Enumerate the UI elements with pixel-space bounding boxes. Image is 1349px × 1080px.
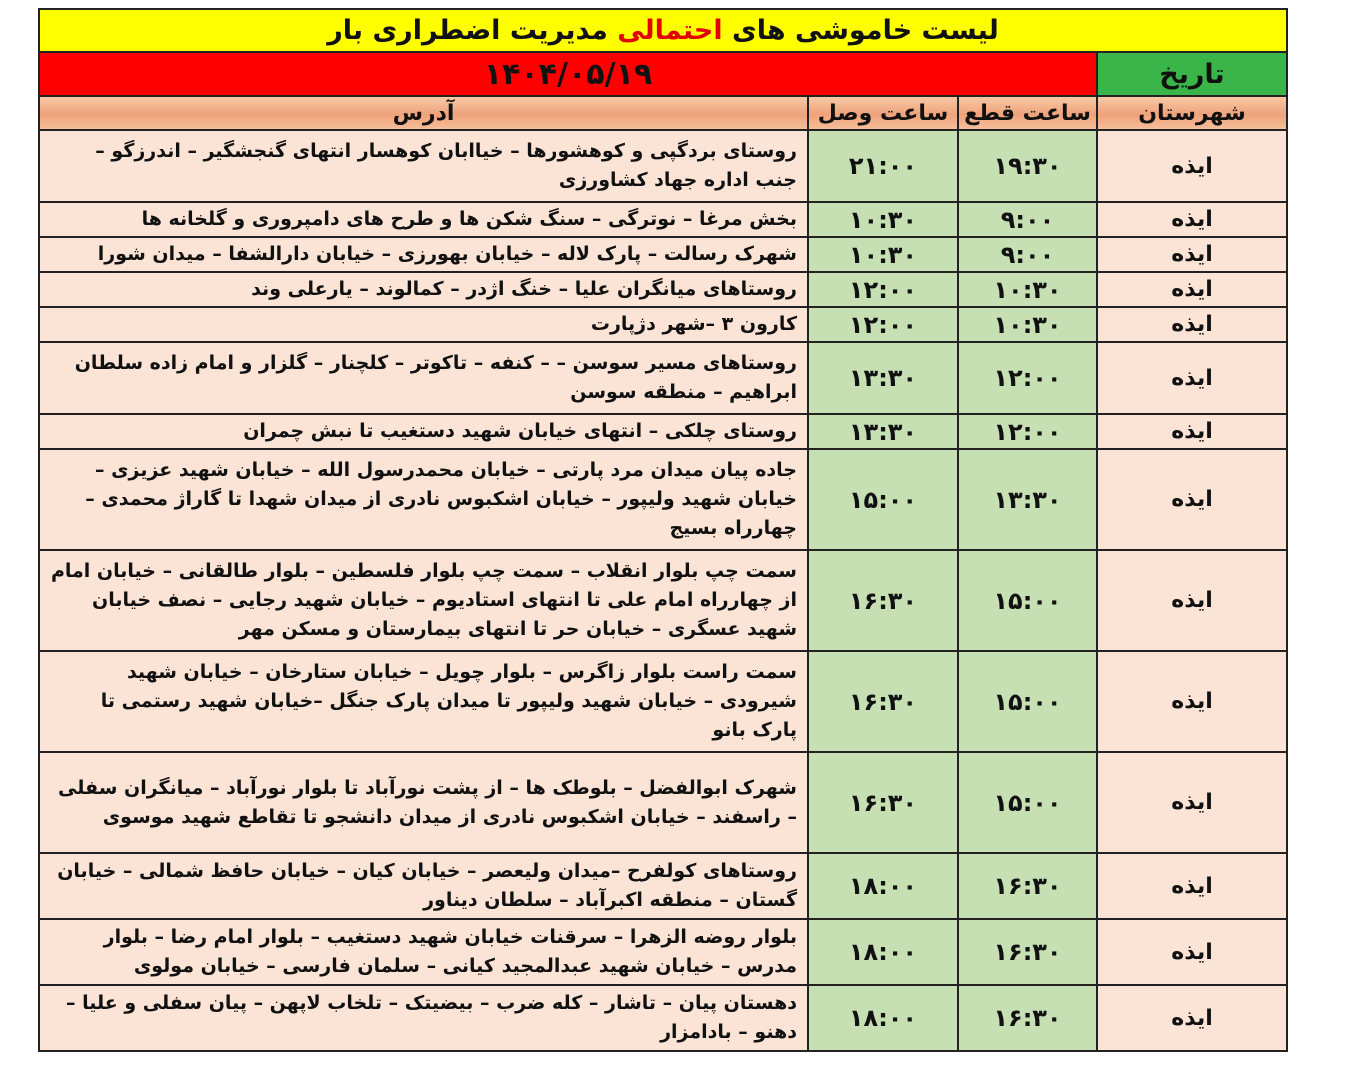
outage-table — [38, 8, 1288, 1052]
city-cell: ایذه — [1097, 237, 1287, 272]
col-header-city: شهرستان — [1097, 96, 1287, 130]
city-cell: ایذه — [1097, 449, 1287, 550]
address-cell: بلوار روضه الزهرا – سرقنات خیابان شهید دستغیب – بلوار امام رضا – بلوار مدرس – خیابان شهید عبدالمجید کیانی – سلمان فارسی – خیابان مولوی — [39, 919, 808, 985]
connect-time-cell: ۱۲:۰۰ — [808, 307, 958, 342]
address-cell: شهرک ابوالفضل – بلوطک ها – از پشت نورآباد تا بلوار نورآباد – میانگران سفلی – راسفند – خیابان اشکبوس نادری از میدان دانشجو تا تقاطع شهید موسوی — [39, 752, 808, 853]
date-value: ۱۴۰۴/۰۵/۱۹ — [39, 52, 1097, 96]
city-cell: ایذه — [1097, 307, 1287, 342]
connect-time-cell: ۱۸:۰۰ — [808, 853, 958, 919]
title-accent: احتمالی — [617, 15, 723, 46]
table-row — [39, 272, 1287, 307]
address-cell: سمت راست بلوار زاگرس – بلوار چویل – خیابان ستارخان – خیابان شهید شیرودی – خیابان شهید ولیپور تا میدان پارک جنگل –خیابان شهید رستمی تا پارک بانو — [39, 651, 808, 752]
col-header-address: آدرس — [39, 96, 808, 130]
table-row — [39, 202, 1287, 237]
city-cell: ایذه — [1097, 202, 1287, 237]
table-row — [39, 985, 1287, 1051]
date-row — [39, 52, 1287, 96]
cut-time-cell: ۱۳:۳۰ — [958, 449, 1097, 550]
address-cell: دهستان پیان – تاشار – کله ضرب – بیضیتک – تلخاب لاپهن – پیان سفلی و علیا – دهنو – بادامزار — [39, 985, 808, 1051]
address-cell: روستای بردگپی و کوهشورها – خیاابان کوهسار انتهای گنجشگیر – اندرزگو – جنب اداره جهاد کشاورزی — [39, 130, 808, 202]
cut-time-cell: ۱۲:۰۰ — [958, 414, 1097, 449]
connect-time-cell: ۱۸:۰۰ — [808, 919, 958, 985]
address-cell: روستای چلکی – انتهای خیابان شهید دستغیب تا نبش چمران — [39, 414, 808, 449]
connect-time-cell: ۱۲:۰۰ — [808, 272, 958, 307]
city-cell: ایذه — [1097, 414, 1287, 449]
connect-time-cell: ۱۶:۳۰ — [808, 752, 958, 853]
city-cell: ایذه — [1097, 342, 1287, 414]
connect-time-cell: ۱۳:۳۰ — [808, 342, 958, 414]
connect-time-cell: ۱۵:۰۰ — [808, 449, 958, 550]
cut-time-cell: ۹:۰۰ — [958, 202, 1097, 237]
cut-time-cell: ۱۶:۳۰ — [958, 853, 1097, 919]
cut-time-cell: ۱۶:۳۰ — [958, 985, 1097, 1051]
address-cell: شهرک رسالت – پارک لاله – خیابان بهورزی – خیابان دارالشفا – میدان شورا — [39, 237, 808, 272]
address-cell: بخش مرغا – نوترگی – سنگ شکن ها و طرح های دامپروری و گلخانه ها — [39, 202, 808, 237]
address-cell: روستاهای مسیر سوسن – – کنفه – تاکوتر – کلچنار – گلزار و امام زاده سلطان ابراهیم – منطقه سوسن — [39, 342, 808, 414]
column-header-row — [39, 96, 1287, 130]
address-cell: جاده پیان میدان مرد پارتی – خیابان محمدرسول الله – خیابان شهید عزیزی – خیابان شهید ولیپور – خیابان اشکبوس نادری از میدان شهدا تا گاراژ محمدی – چهارراه بسیج — [39, 449, 808, 550]
cut-time-cell: ۹:۰۰ — [958, 237, 1097, 272]
col-header-connect-time: ساعت وصل — [808, 96, 958, 130]
city-cell: ایذه — [1097, 130, 1287, 202]
city-cell: ایذه — [1097, 550, 1287, 651]
title-part-2: مدیریت اضطراری بار — [327, 15, 608, 46]
address-cell: روستاهای میانگران علیا – خنگ اژدر – کمالوند – یارعلی وند — [39, 272, 808, 307]
address-cell: روستاهای کولفرح –میدان ولیعصر – خیابان کیان – خیابان حافظ شمالی – خیابان گستان – منطقه اکبرآباد – سلطان دیناور — [39, 853, 808, 919]
city-cell: ایذه — [1097, 919, 1287, 985]
cut-time-cell: ۱۵:۰۰ — [958, 550, 1097, 651]
date-label: تاریخ — [1097, 52, 1287, 96]
cut-time-cell: ۱۰:۳۰ — [958, 307, 1097, 342]
cut-time-cell: ۱۲:۰۰ — [958, 342, 1097, 414]
connect-time-cell: ۱۳:۳۰ — [808, 414, 958, 449]
title-part-1: لیست خاموشی های — [732, 15, 999, 46]
cut-time-cell: ۱۹:۳۰ — [958, 130, 1097, 202]
connect-time-cell: ۱۸:۰۰ — [808, 985, 958, 1051]
table-row — [39, 414, 1287, 449]
table-row — [39, 853, 1287, 919]
table-row — [39, 449, 1287, 550]
connect-time-cell: ۱۰:۳۰ — [808, 202, 958, 237]
table-row — [39, 651, 1287, 752]
city-cell: ایذه — [1097, 752, 1287, 853]
connect-time-cell: ۱۶:۳۰ — [808, 651, 958, 752]
outage-schedule-sheet — [38, 8, 1286, 1052]
table-row — [39, 919, 1287, 985]
cut-time-cell: ۱۵:۰۰ — [958, 651, 1097, 752]
page-title — [39, 9, 1287, 52]
col-header-cut-time: ساعت قطع — [958, 96, 1097, 130]
cut-time-cell: ۱۶:۳۰ — [958, 919, 1097, 985]
cut-time-cell: ۱۰:۳۰ — [958, 272, 1097, 307]
table-row — [39, 130, 1287, 202]
connect-time-cell: ۱۶:۳۰ — [808, 550, 958, 651]
table-row — [39, 307, 1287, 342]
city-cell: ایذه — [1097, 853, 1287, 919]
table-row — [39, 237, 1287, 272]
table-row — [39, 342, 1287, 414]
address-cell: کارون ۳ –شهر دژپارت — [39, 307, 808, 342]
address-cell: سمت چپ بلوار انقلاب – سمت چپ بلوار فلسطین – بلوار طالقانی – خیابان امام از چهارراه امام علی تا انتهای استادیوم – خیابان شهید رجایی – نصف خیابان شهید عسگری – خیابان حر تا انتهای بیمارستان و مسکن مهر — [39, 550, 808, 651]
connect-time-cell: ۱۰:۳۰ — [808, 237, 958, 272]
title-row — [39, 9, 1287, 52]
connect-time-cell: ۲۱:۰۰ — [808, 130, 958, 202]
city-cell: ایذه — [1097, 985, 1287, 1051]
city-cell: ایذه — [1097, 272, 1287, 307]
cut-time-cell: ۱۵:۰۰ — [958, 752, 1097, 853]
city-cell: ایذه — [1097, 651, 1287, 752]
table-row — [39, 550, 1287, 651]
table-row — [39, 752, 1287, 853]
